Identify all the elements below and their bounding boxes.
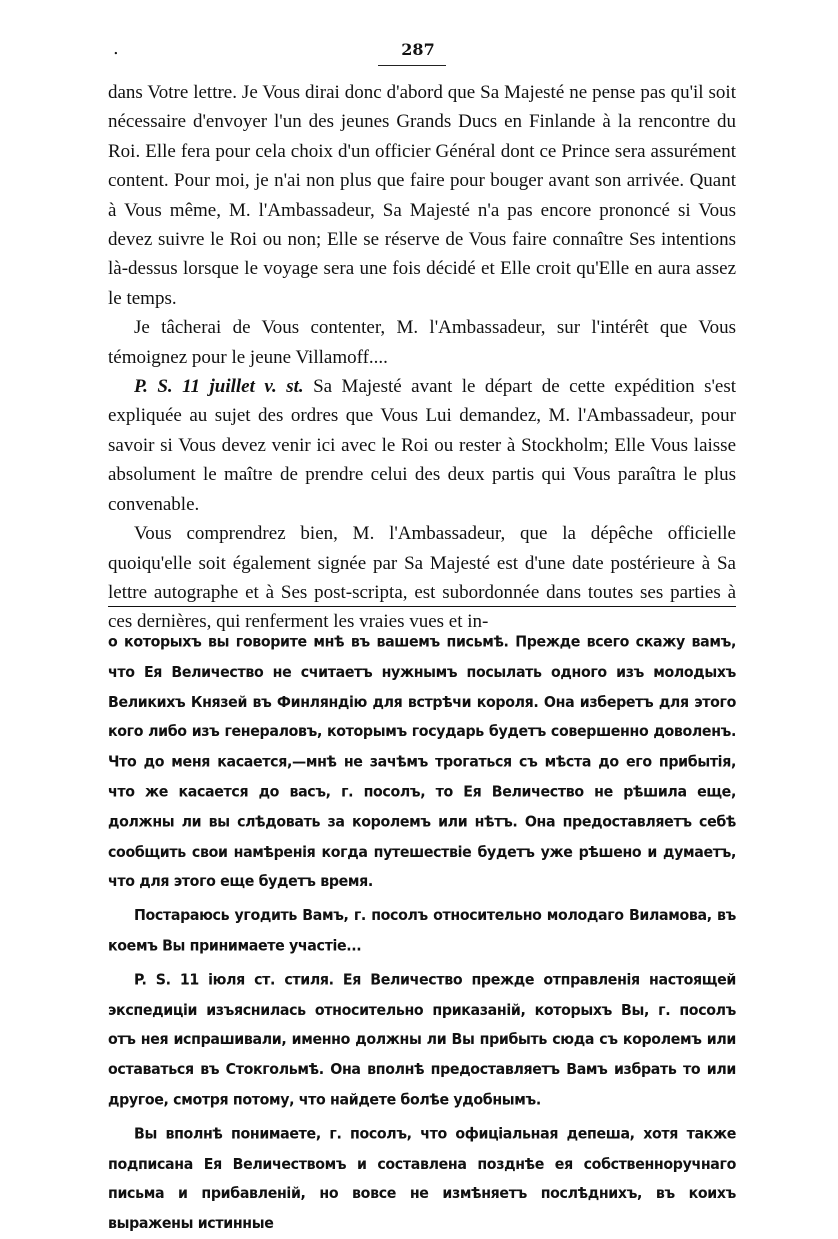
- postscript-text: Sa Majesté avant le départ de cette expédition s'est expliquée au sujet des ordres que Vous Lui demandez, M. l'Ambassadeur, pour savoir si Vous devez venir ici avec le Roi ou rester à Stockholm; Elle Vous laisse absolument le maître de prendre celui des deux partis qui Vous paraîtra le plus convenable.: [108, 376, 736, 515]
- page-number: 287: [401, 40, 435, 59]
- postscript-label: P. S. 11 juillet v. st.: [134, 376, 304, 398]
- russian-postscript: P. S. 11 іюля ст. стиля. Ея Величество прежде отправленія настоящей экспедиціи изъяснилась относительно приказаній, которыхъ Вы, г. посолъ отъ нея испрашивали, именно должны ли Вы прибыть сюда съ королемъ или оставаться въ Стокгольмѣ. Она вполнѣ предоставляетъ Вамъ избрать то или другое, смотря потому, что найдете болѣе удобнымъ.: [108, 971, 736, 1109]
- french-paragraph-3: Vous comprendrez bien, M. l'Ambassadeur, que la dépêche officielle quoiqu'elle soit également signée par Sa Majesté est d'une date postérieure à Sa lettre autographe et à Ses post-scripta, est subordonnée dans toutes ses parties à ces dernières, qui renferment les vraies vues et in-: [108, 523, 736, 633]
- page-number-underline: [378, 65, 446, 66]
- french-paragraph-2: Je tâcherai de Vous contenter, M. l'Ambassadeur, sur l'intérêt que Vous témoignez pour le jeune Villamoff....: [108, 317, 736, 368]
- page-marker: .: [113, 38, 119, 59]
- translation-divider: [108, 606, 736, 607]
- russian-paragraph-2: Постараюсь угодить Вамъ, г. посолъ относительно молодаго Виламова, въ коемъ Вы принимаете участіе...: [108, 907, 736, 955]
- russian-translation: [108, 628, 736, 1239]
- french-paragraph-1: dans Votre lettre. Je Vous dirai donc d'abord que Sa Majesté ne pense pas qu'il soit nécessaire d'envoyer l'un des jeunes Grands Ducs en Finlande à la rencontre du Roi. Elle fera pour cela choix d'un officier Général dont ce Prince sera assurément content. Pour moi, je n'ai non plus que faire pour bouger avant son arrivée. Quant à Vous même, M. l'Ambassadeur, Sa Majesté n'a pas encore prononcé si Vous devez suivre le Roi ou non; Elle se réserve de Vous faire connaître Ses intentions là-dessus lorsque le voyage sera une fois décidé et Elle croit qu'Elle en aura assez le temps.: [108, 82, 736, 309]
- russian-paragraph-3: Вы вполнѣ понимаете, г. посолъ, что офиціальная депеша, хотя также подписана Ея Величествомъ и составлена позднѣе ея собственноручнаго письма и прибавленій, но вовсе не измѣняетъ послѣднихъ, въ коихъ выражены истинные: [108, 1125, 736, 1233]
- french-postscript: [108, 372, 736, 519]
- french-text: [108, 78, 736, 637]
- russian-paragraph-1: о которыхъ вы говорите мнѣ въ вашемъ письмѣ. Прежде всего скажу вамъ, что Ея Величество не считаетъ нужнымъ посылать одного изъ молодыхъ Великихъ Князей въ Финляндію для встрѣчи короля. Она изберетъ для этого кого либо изъ генераловъ, которымъ государь будетъ совершенно доволенъ. Что до меня касается,—мнѣ не зачѣмъ трогаться съ мѣста до его прибытія, что же касается до васъ, г. посолъ, то Ея Величество не рѣшила еще, должны ли вы слѣдовать за королемъ или нѣтъ. Она предоставляетъ себѣ сообщить свои намѣренія когда путешествіе будетъ уже рѣшено и думаетъ, что для этого еще будетъ время.: [108, 634, 736, 891]
